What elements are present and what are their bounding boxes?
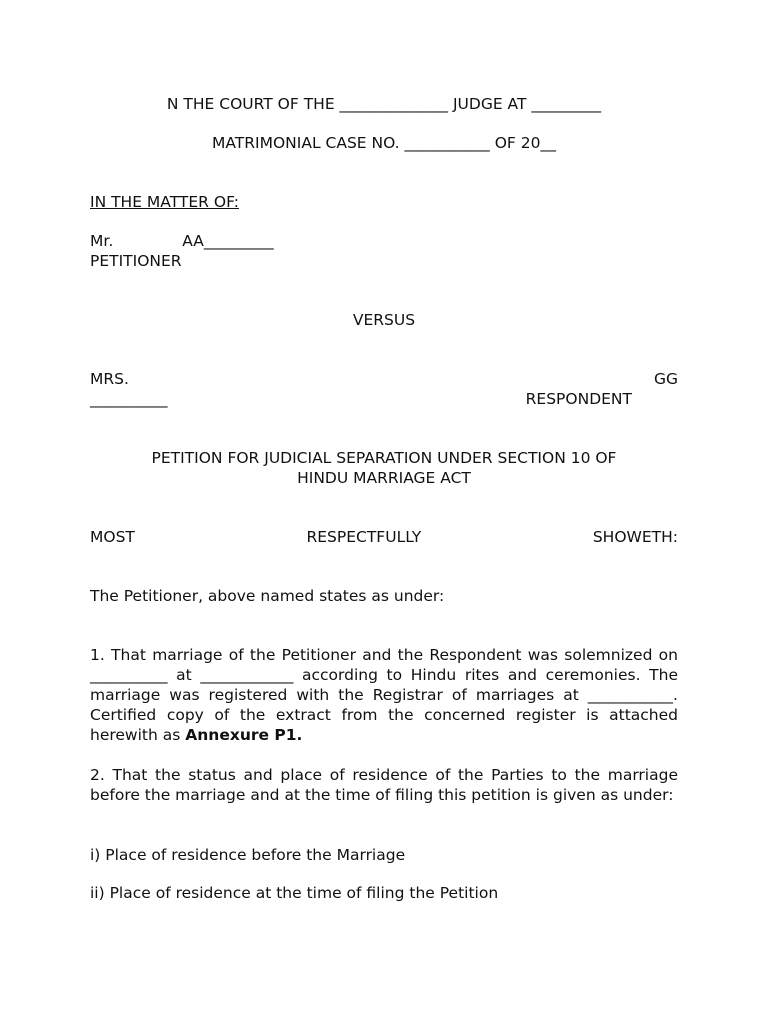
petitioner-name: Mr. AA_________ xyxy=(90,232,274,250)
respondent-blank: __________ xyxy=(90,390,168,408)
paragraph-1-text: 1. That marriage of the Petitioner and the Respondent was solemnized on __________ at ____________ according to Hindu rites and ceremonies. The marriage was registered with the Registrar of marriages at ___________. Certified copy of the extract from the concerned register is attached herewith as xyxy=(90,646,678,744)
list-item-ii: ii) Place of residence at the time of filing the Petition xyxy=(90,884,499,902)
versus-label: VERSUS xyxy=(352,311,416,329)
respondent-label: RESPONDENT xyxy=(525,390,632,408)
petitioner-label: PETITIONER xyxy=(90,252,182,270)
showeth-word-most: MOST xyxy=(90,528,135,546)
annexure-reference: Annexure P1. xyxy=(185,726,303,744)
showeth-word-respectfully: RESPECTFULLY xyxy=(306,528,422,546)
showeth-word-showeth: SHOWETH: xyxy=(592,528,678,546)
respondent-suffix: GG xyxy=(653,370,678,388)
paragraph-2: 2. That the status and place of residence of the Parties to the marriage before the marriage and at the time of filing this petition is given as under: xyxy=(90,766,678,804)
matter-heading: IN THE MATTER OF: xyxy=(90,193,239,211)
petition-title-line2: HINDU MARRIAGE ACT xyxy=(297,469,471,487)
petition-title-line1: PETITION FOR JUDICIAL SEPARATION UNDER SECTION 10 OF xyxy=(151,449,617,467)
court-heading: N THE COURT OF THE ______________ JUDGE AT _________ xyxy=(166,95,602,113)
respondent-prefix: MRS. xyxy=(90,370,129,388)
paragraph-1 xyxy=(90,645,678,745)
list-item-i: i) Place of residence before the Marriage xyxy=(90,846,406,864)
intro-paragraph: The Petitioner, above named states as under: xyxy=(90,587,445,605)
showeth-line xyxy=(90,527,678,547)
case-number-line: MATRIMONIAL CASE NO. ___________ OF 20__ xyxy=(212,134,556,152)
